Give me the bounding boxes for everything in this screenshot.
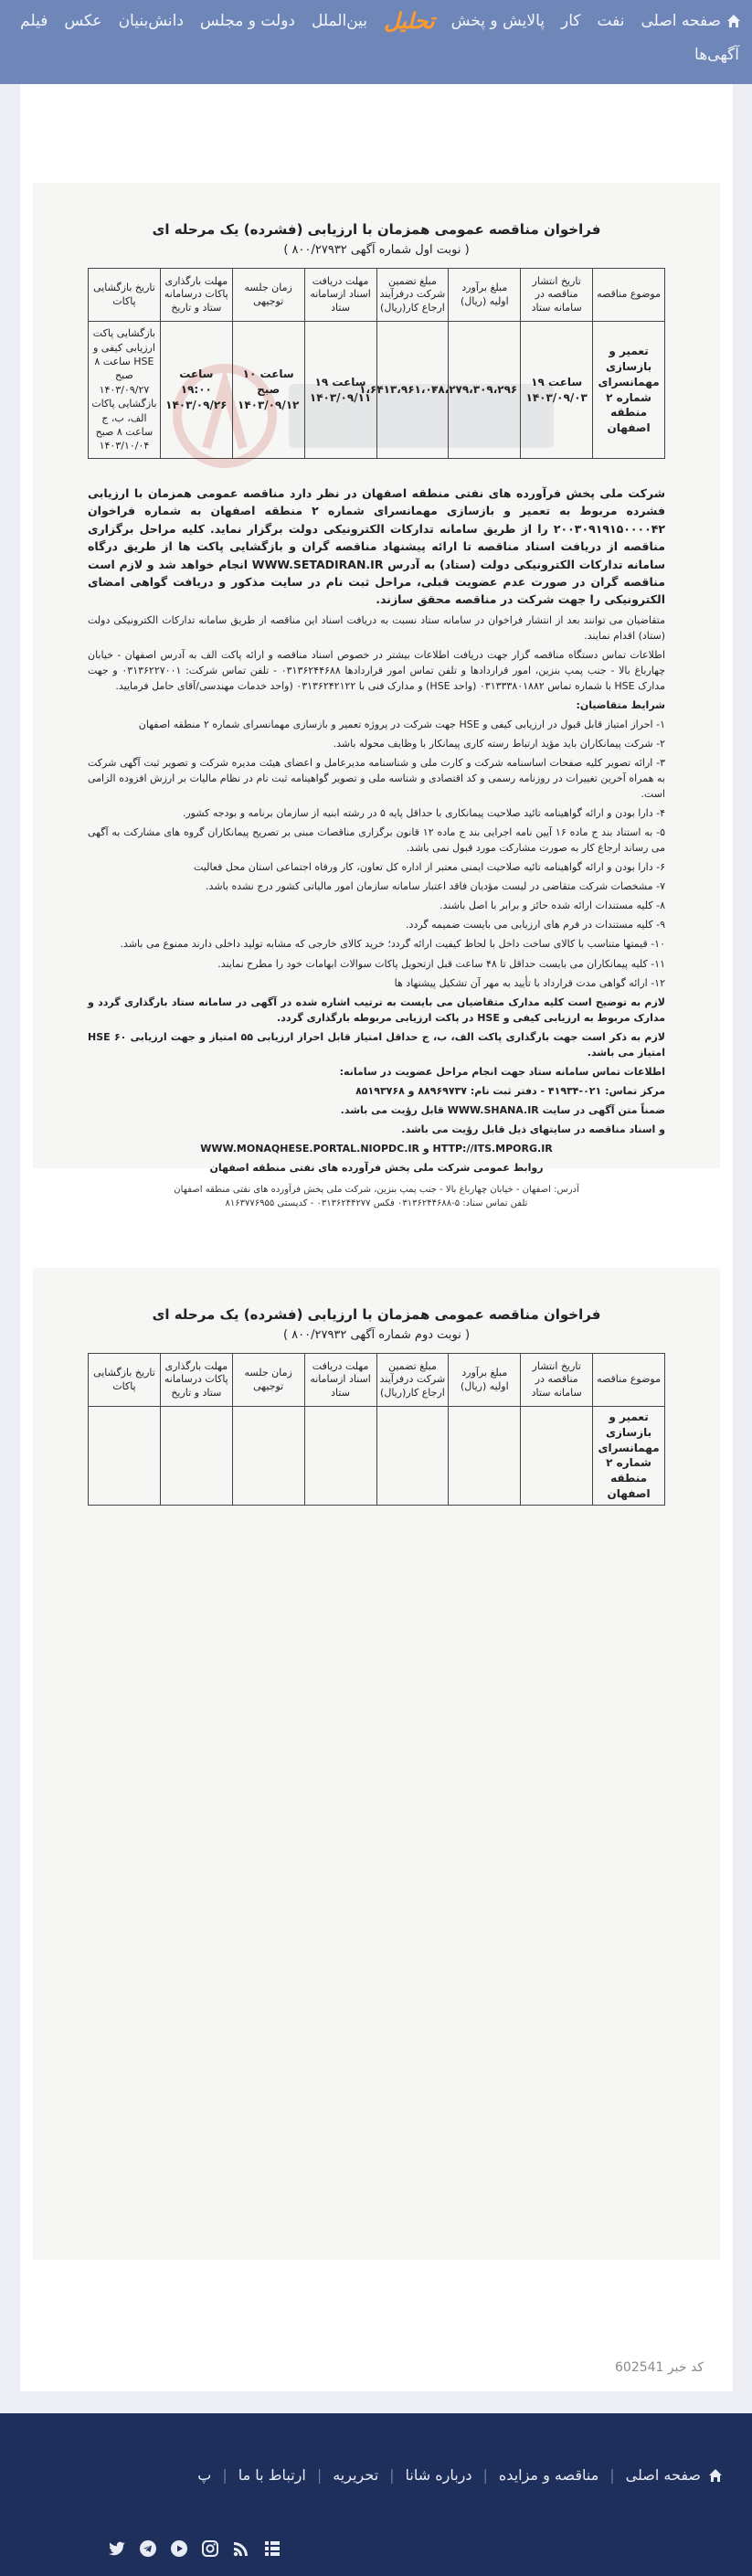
footer-separator: | <box>316 2466 323 2484</box>
condition-item: ۱۲- ارائه گواهی مدت قرارداد با تأیید به مهر آن تشکیل پیشنهاد ها <box>394 976 665 989</box>
table-header: مبلغ برآورد اولیه (ریال) <box>449 1354 521 1407</box>
condition-item: ۱۱- کلیه پیمانکاران می بایست حداقل تا ۴۸ ساعت قبل ازتحویل پاکات سوالات ابهامات خود را مطرح نمایند. <box>217 957 665 970</box>
table-header: مبلغ برآورد اولیه (ریال) <box>449 269 521 322</box>
table-row <box>89 1407 665 1506</box>
footer-link-tenders[interactable]: مناقصه و مزایده <box>498 2466 599 2484</box>
table-header: مهلت بارگذاری پاکات درسامانه ستاد و تاریخ <box>160 269 232 322</box>
tender-table <box>88 268 665 459</box>
nav-item-gas[interactable]: کار <box>561 12 581 30</box>
footer-link-contact[interactable]: ارتباط با ما <box>238 2466 306 2484</box>
nav-item-refining[interactable]: پالایش و پخش <box>450 12 545 30</box>
table-cell <box>232 1407 304 1506</box>
nav-item-international[interactable]: بین‌الملل <box>311 12 368 30</box>
footer-separator: | <box>389 2466 395 2484</box>
table-cell <box>304 1407 376 1506</box>
condition-item: ۲- شرکت پیمانکاران باید مؤید ارتباط رسته کاری پیمانکار با وظایف محوله باشد. <box>333 737 665 750</box>
doc-subtitle: ( نوبت دوم شماره آگهی ۸۰۰/۲۷۹۳۲ ) <box>282 1328 471 1342</box>
condition-item: ۷- مشخصات شرکت متقاضی در لیست مؤدیان فاقد اعتبار سامانه سازمان امور مالیاتی کشور درج نشده باشد. <box>206 880 665 893</box>
table-cell <box>89 1407 161 1506</box>
home-icon <box>708 2468 723 2483</box>
table-cell <box>160 1407 232 1506</box>
tender-notice-image-2 <box>33 1268 720 2260</box>
table-header: موضوع مناقصه <box>593 269 665 322</box>
aparat-icon[interactable] <box>170 2539 188 2558</box>
condition-item: ۵- به استناد بند ج ماده ۱۶ آیین نامه اجرایی بند ج ماده ۱۲ قانون برگزاری مناقصات مبنی بر تصریح پیمانکاران گروه های مشارکت به آگهی می رساند ارجاع کار به صورت مشارکت مورد قبول نمی باشد. <box>88 826 665 855</box>
nav-item-oil[interactable]: نفت <box>597 12 625 30</box>
news-code: کد خبر 602541 <box>615 2360 704 2375</box>
footer-separator: | <box>222 2466 228 2484</box>
table-header: زمان جلسه توجیهی <box>232 1354 304 1407</box>
nav-item-photo[interactable]: عکس <box>64 12 102 30</box>
notice-paragraph: ضمناً متن آگهی در سایت WWW.SHANA.IR قابل رؤیت می باشد. <box>340 1103 665 1116</box>
table-header: تاریخ انتشار مناقصه در سامانه ستاد <box>521 1354 593 1407</box>
address-phone: تلفن تماس ستاد: ۵-۰۳۱۳۶۲۴۴۶۸۸ فکس ۰۳۱۳۶۲۴۴۲۷۷ - کدپستی ۸۱۶۳۷۷۶۹۵۵ <box>225 1198 528 1209</box>
social-links <box>108 2539 281 2558</box>
table-header: مهلت دریافت اسناد ازسامانه ستاد <box>304 1354 376 1407</box>
condition-item: ۸- کلیه مستندات ارائه شده حائز و برابر با اصل باشند. <box>440 899 665 912</box>
table-cell: ساعت ۱۰ صبح ۱۴۰۳/۰۹/۱۲ <box>232 322 304 459</box>
instagram-icon[interactable] <box>201 2539 219 2558</box>
nav-item-knowledge[interactable]: دانش‌بنیان <box>118 12 184 30</box>
table-cell: تعمیر و بازسازی مهمانسرای شماره ۲ منطقه اصفهان <box>593 322 665 459</box>
table-cell <box>521 1407 593 1506</box>
table-cell: بازگشایی پاکت ارزیابی کیفی و HSE ساعت ۸ صبح ۱۴۰۳/۰۹/۲۷ بازگشایی پاکات الف، ب، ج ساعت ۸ صبح ۱۴۰۳/۱۰/۰۴ <box>89 322 161 459</box>
notice-paragraph: و اسناد مناقصه در سایتهای ذیل قابل رؤیت می باشد. <box>401 1123 665 1135</box>
table-header-row <box>89 269 665 322</box>
table-header: موضوع مناقصه <box>593 1354 665 1407</box>
condition-item: ۳- ارائه تصویر کلیه صفحات اساسنامه شرکت و کارت ملی و شناسنامه مدیرعامل و اعضای هیئت مدیره شرکت و تصویر ثبت آگهی شرکت به همراه آخرین تغییرات در روزنامه رسمی و کد اقتصادی و شناسه ملی و تصویر گواهینامه ثبت نام در نظام مالیات بر ارزش افزوده الزامی است. <box>88 757 665 801</box>
table-cell: ساعت ۱۹:۰۰ ۱۴۰۳/۰۹/۲۶ <box>160 322 232 459</box>
nav-menu <box>0 7 745 35</box>
twitter-icon[interactable] <box>108 2539 126 2558</box>
table-cell: ساعت ۱۹ ۱۴۰۳/۰۹/۰۳ <box>521 322 593 459</box>
rss-icon[interactable] <box>232 2539 250 2558</box>
notice-paragraph: متقاضیان می توانند بعد از انتشار فراخوان در سامانه ستاد نسبت به دریافت اسناد این مناقصه از طریق سامانه تدارکات الکترونیکی دولت (ستاد) اقدام نمایند. <box>88 613 665 642</box>
table-header: مهلت دریافت اسناد ازسامانه ستاد <box>304 269 376 322</box>
table-cell: ۳۸،۲۷۹،۳۰۹،۲۹۶ <box>449 322 521 459</box>
nav-home-label: صفحه اصلی <box>641 12 721 30</box>
table-header: تاریخ بازگشایی پاکات <box>89 1354 161 1407</box>
table-header: تاریخ بازگشایی پاکات <box>89 269 161 322</box>
notice-websites: HTTP://ITS.MPORG.IR و WWW.MONAQHESE.PORTAL.NIOPDC.IR <box>200 1142 553 1155</box>
table-cell: ساعت ۱۹ ۱۴۰۳/۰۹/۱۱ <box>304 322 376 459</box>
condition-item: ۴- دارا بودن و ارائه گواهینامه تائید صلاحیت پیمانکاری با حداقل پایه ۵ در رشته ابنیه از سازمان برنامه و بودجه کشور. <box>182 807 665 820</box>
doc-title: فراخوان مناقصه عمومی همزمان با ارزیابی (فشرده) یک مرحله ای <box>152 1306 601 1323</box>
table-header: مهلت بارگذاری پاکات درسامانه ستاد و تاریخ <box>160 1354 232 1407</box>
site-footer <box>0 2413 752 2576</box>
footer-link-about[interactable]: درباره شانا <box>405 2466 472 2484</box>
nav-item-video[interactable]: فیلم <box>20 12 48 30</box>
table-row <box>89 322 665 459</box>
telegram-icon[interactable] <box>139 2539 157 2558</box>
top-navbar <box>0 0 752 84</box>
public-relations-signature: روابط عمومی شرکت ملی پخش فرآورده های نفتی منطقه اصفهان <box>209 1162 544 1175</box>
conditions-heading: شرایط متقاضیان: <box>576 698 665 711</box>
nav-item-government[interactable]: دولت و مجلس <box>199 12 295 30</box>
table-header: مبلغ تضمین شرکت درفرآیند ارجاع کار(ریال) <box>376 1354 449 1407</box>
notice-body <box>88 484 665 1176</box>
doc-title: فراخوان مناقصه عمومی همزمان با ارزیابی (فشرده) یک مرحله ای <box>152 221 601 238</box>
footer-separator: | <box>482 2466 488 2484</box>
address-line: آدرس: اصفهان - خیابان چهارباغ بالا - جنب پمپ بنزین، شرکت ملی پخش فرآورده های نفتی منطقه اصفهان <box>174 1185 579 1196</box>
table-cell: تعمیر و بازسازی مهمانسرای شماره ۲ منطقه اصفهان <box>593 1407 665 1506</box>
sitemap-icon[interactable] <box>263 2539 281 2558</box>
notice-paragraph: لازم به توضیح است کلیه مدارک متقاضیان می بایست به ترتیب اشاره شده در آگهی در سامانه ستاد بارگذاری گردد و مدارک مربوط به ارزیابی کیفی و HSE در پاکت ارزیابی مربوطه بارگذاری گردد. <box>88 995 665 1024</box>
footer-home-label: صفحه اصلی <box>625 2466 701 2484</box>
notice-paragraph: لازم به ذکر است جهت بارگذاری پاکت الف، ب، ج حداقل امتیاز قابل احراز ارزیابی ۵۵ امتیاز و جهت ارزیابی HSE ۶۰ امتیاز می باشد. <box>88 1030 665 1059</box>
footer-link-more[interactable]: پ <box>197 2466 212 2484</box>
table-header: تاریخ انتشار مناقصه در سامانه ستاد <box>521 269 593 322</box>
condition-item: ۶- دارا بودن و ارائه گواهینامه تائیه صلاحیت ایمنی معتبر از اداره کل تعاون، کار ورفاه اجتماعی استان محل فعالیت <box>194 861 665 874</box>
doc-subtitle: ( نوبت اول شماره آگهی ۸۰۰/۲۷۹۳۲ ) <box>283 243 470 257</box>
condition-item: ۱۰- قیمتها متناسب با کالای ساخت داخل با لحاظ کیفیت ارائه گردد؛ خرید کالای خارجی که مشابه تولید داخلی دارند ممنوع می باشد. <box>120 938 665 951</box>
tender-table <box>88 1353 665 1506</box>
table-header: زمان جلسه توجیهی <box>232 269 304 322</box>
tender-notice-image-1 <box>33 183 720 1209</box>
footer-link-editorial[interactable]: تحریریه <box>333 2466 379 2484</box>
table-header-row <box>89 1354 665 1407</box>
table-header: مبلغ تضمین شرکت درفرآیند ارجاع کار(ریال) <box>376 269 449 322</box>
nav-home-link[interactable] <box>641 12 741 30</box>
notice-address <box>88 1183 665 1210</box>
condition-item: ۱- احراز امتیاز قابل قبول در ارزیابی کیفی و HSE جهت شرکت در پروژه تعمیر و بازسازی مهمانسرای شماره ۲ منطقه اصفهان <box>138 718 665 730</box>
news-card <box>20 84 733 2391</box>
notice-paragraph: اطلاعات تماس دستگاه مناقصه گزار جهت دریافت اطلاعات بیشتر در خصوص اسناد مناقصه و ارائه پاکت الف به آدرس اصفهان - خیابان چهارباغ بالا - جنب پمپ بنزین، امور قراردادها و تلفن تماس امور قراردادها ۰۳۱۳۶۲۴۴۶۸۸ - تلفن تماس شرکت: ۰۳۱۳۶۲۲۷۰۰۱ و جهت مدارک HSE با شماره تماس ۰۳۱۳۳۳۸۰۱۸۸۲ (واحد HSE) و مدارک فنی با ۰۳۱۳۶۲۴۲۱۲۲ (واحد خدمات مهندسی/آقای حامل فرمایید. <box>88 648 665 692</box>
footer-home-link[interactable] <box>615 2466 723 2484</box>
table-cell <box>449 1407 521 1506</box>
footer-links <box>186 2466 723 2484</box>
contact-numbers: مرکز تماس: ۰۲۱-۴۱۹۳۴ - دفتر ثبت نام: ۸۸۹۶۹۷۳۷ و ۸۵۱۹۳۷۶۸ <box>355 1084 665 1097</box>
footer-separator: | <box>609 2466 615 2484</box>
table-cell <box>376 1407 449 1506</box>
condition-item: ۹- کلیه مستندات در فرم های ارزیابی می بایست ضمیمه گردد. <box>406 919 665 931</box>
notice-paragraph: اطلاعات تماس سامانه ستاد جهت انجام مراحل عضویت در سامانه: <box>339 1065 665 1078</box>
table-cell: ۱،۶۴۱۳،۹۶۱،۰۰۰ <box>376 322 449 459</box>
nav-item-analysis[interactable]: تحلیل <box>384 8 435 34</box>
home-icon <box>726 14 741 28</box>
notice-lead: شرکت ملی پخش فرآورده های نفتی منطقه اصفهان در نظر دارد مناقصه عمومی همزمان با ارزیابی فشرده مربوط به تعمیر و بازسازی مهمانسرای شماره ۲ منطقه اصفهان به شماره فراخوان ۲۰۰۳۰۹۱۹۱۵۰۰۰۰۴۲ را از طریق سامانه تدارکات الکترونیکی دولت برگزار نماید. کلیه مراحل برگزاری مناقصه از دریافت اسناد مناقصه تا ارائه پیشنهاد مناقصه گران و بازگشایی پاکت ها از طریق درگاه سامانه تدارکات الکترونیکی دولت (ستاد) به آدرس WWW.SETADIRAN.IR انجام خواهد شد و لازم است مناقصه گران در صورت عدم عضویت قبلی، مراحل ثبت نام در سایت مذکور و دریافت گواهی امضای الکترونیکی را جهت شرکت در مناقصه محقق سازند. <box>88 486 666 607</box>
nav-item-ads[interactable]: آگهی‌ها <box>694 46 739 64</box>
